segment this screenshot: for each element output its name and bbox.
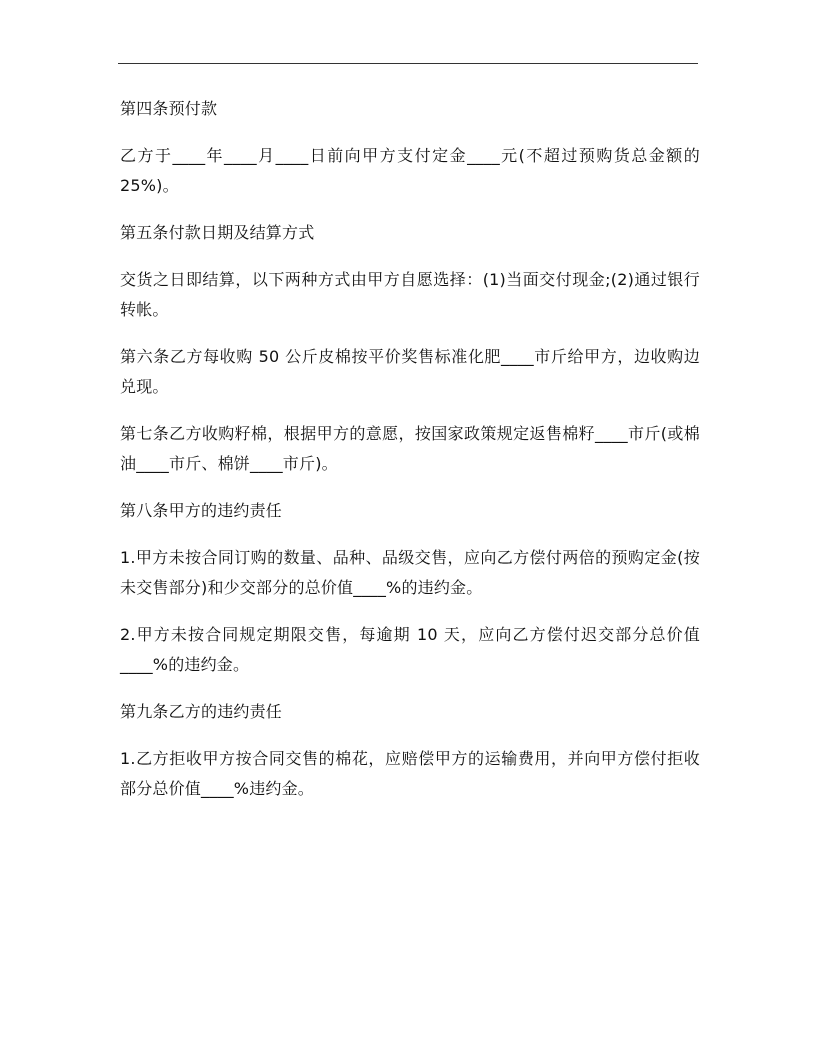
header-rule <box>118 63 698 64</box>
article-4-text: 乙方于____年____月____日前向甲方支付定金____元(不超过预购货总金额的 25%)。 <box>120 146 700 195</box>
article-5-heading: 第五条付款日期及结算方式 <box>120 223 315 242</box>
document-body <box>120 94 700 821</box>
article-4-heading: 第四条预付款 <box>120 99 218 118</box>
article-7-text: 第七条乙方收购籽棉，根据甲方的意愿，按国家政策规定返售棉籽____市斤(或棉油____市斤、棉饼____市斤)。 <box>120 424 700 473</box>
article-6-text: 第六条乙方每收购 50 公斤皮棉按平价奖售标准化肥____市斤给甲方，边收购边兑现。 <box>120 347 700 396</box>
article-8-clause-1: 1.甲方未按合同订购的数量、品种、品级交售，应向乙方偿付两倍的预购定金(按未交售部分)和少交部分的总价值____%的违约金。 <box>120 548 700 597</box>
article-9-clause-1: 1.乙方拒收甲方按合同交售的棉花，应赔偿甲方的运输费用，并向甲方偿付拒收部分总价值____%违约金。 <box>120 749 700 798</box>
article-8-clause-2: 2.甲方未按合同规定期限交售，每逾期 10 天，应向乙方偿付迟交部分总价值____%的违约金。 <box>120 625 700 674</box>
article-5-text: 交货之日即结算，以下两种方式由甲方自愿选择：(1)当面交付现金;(2)通过银行转帐。 <box>120 270 700 319</box>
article-9-heading: 第九条乙方的违约责任 <box>120 702 283 721</box>
article-8-heading: 第八条甲方的违约责任 <box>120 501 283 520</box>
